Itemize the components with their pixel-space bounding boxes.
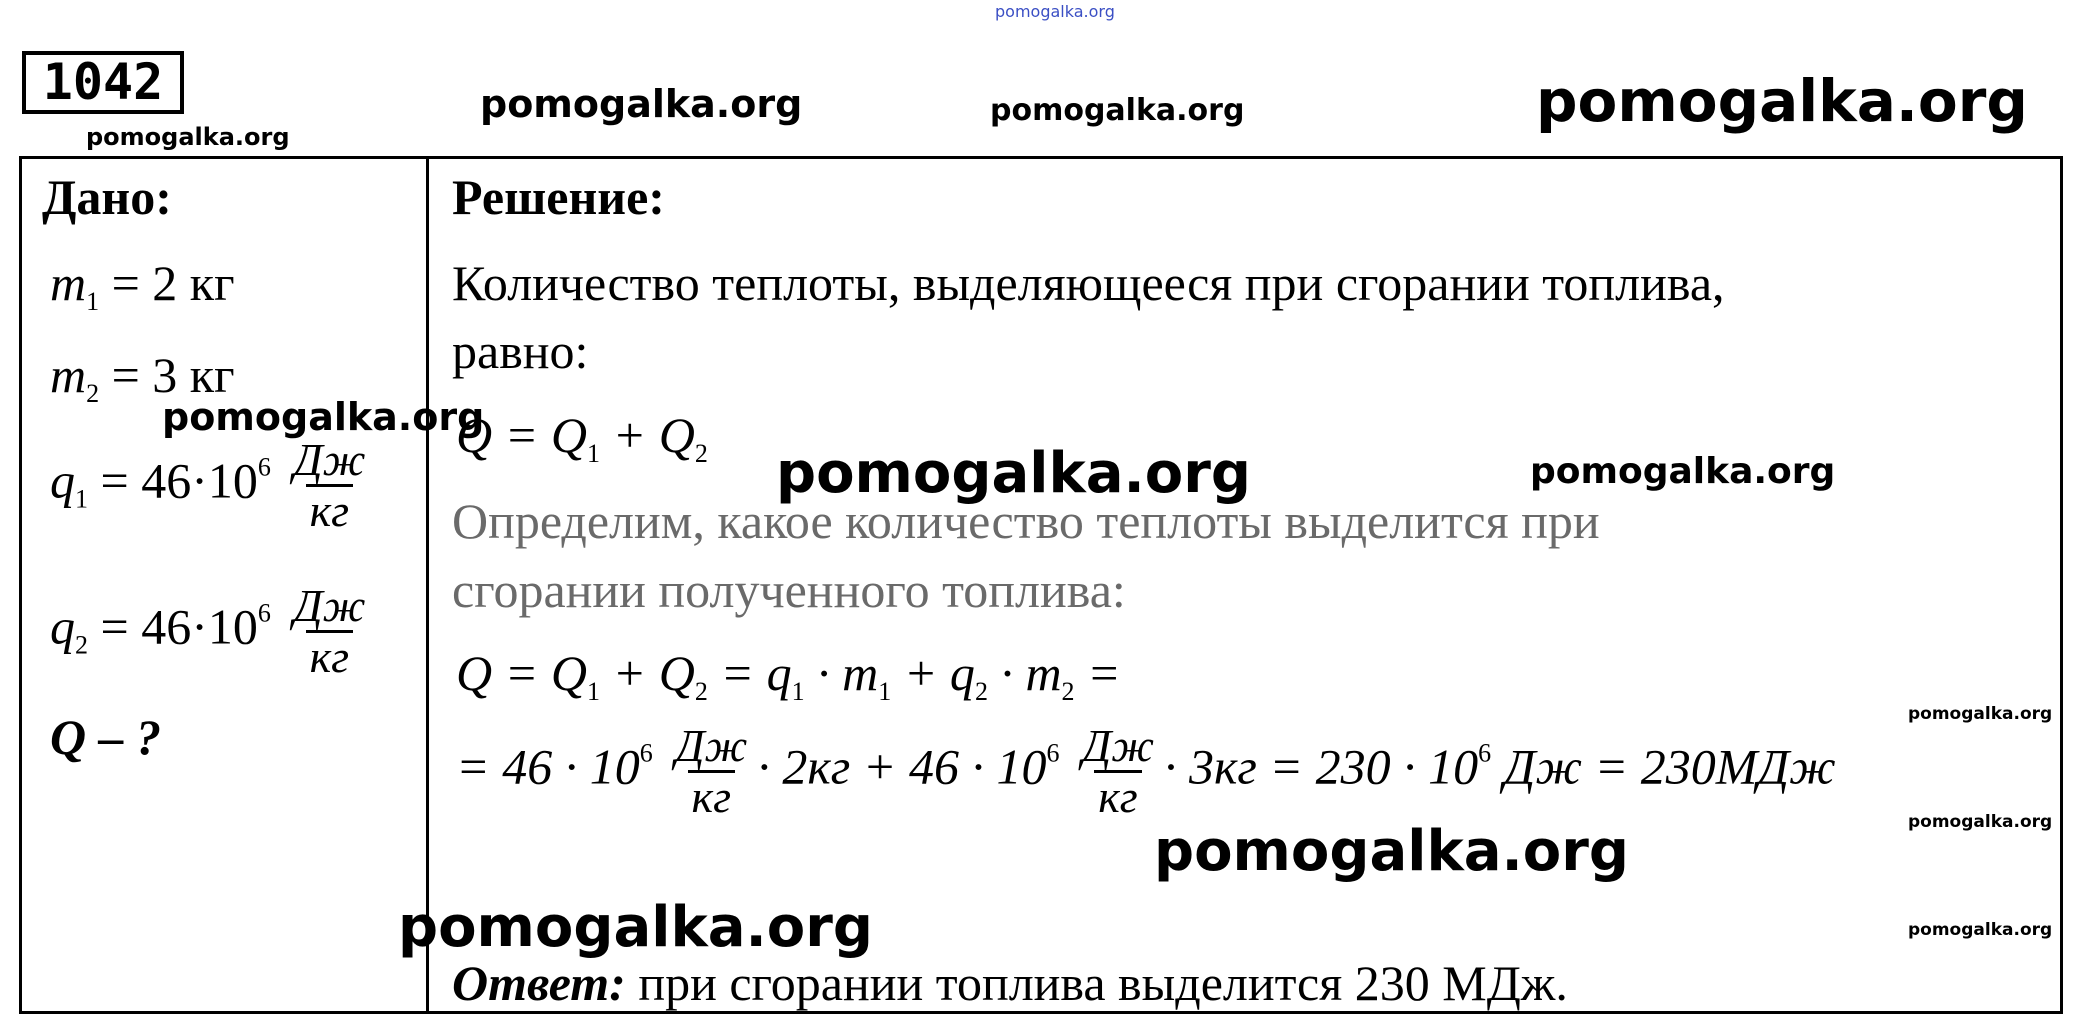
watermark-top[interactable]: pomogalka.org [995, 2, 1115, 21]
eq3-power-1: 6 [639, 738, 653, 768]
solution-title: Решение: [452, 169, 665, 225]
column-divider [426, 156, 429, 1014]
eq2-part-b: + Q [599, 645, 695, 701]
watermark-header-2[interactable]: pomogalka.org [480, 82, 803, 126]
eq1-part-a: Q = Q [456, 407, 587, 463]
answer-label: Ответ: [452, 955, 626, 1011]
watermark-header-4[interactable]: pomogalka.org [1536, 67, 2028, 135]
solution-line-2: равно: [452, 323, 589, 379]
eq3-part-d: Дж = 230МДж [1503, 738, 1836, 795]
q1-unit-denominator: кг [306, 484, 353, 535]
equation-2 [456, 645, 1121, 706]
q2-unit-numerator: Дж [293, 580, 366, 631]
eq2-sub-4: 1 [878, 677, 892, 706]
solution-line-1: Количество теплоты, выделяющееся при сгорании топлива, [452, 255, 1725, 311]
m1-value: = 2 кг [111, 255, 235, 311]
q2-power: 6 [257, 598, 271, 628]
watermark-body-5[interactable]: pomogalka.org [1908, 812, 2053, 832]
given-find: Q – ? [50, 709, 162, 765]
q2-subscript: 2 [75, 630, 88, 660]
eq3-part-a: = 46 · 10 [456, 738, 640, 795]
q2-symbol: q [50, 598, 75, 655]
eq3-part-b: · 2кг + 46 · 10 [757, 738, 1047, 795]
given-title: Дано: [42, 169, 172, 225]
eq3-unit-fraction-1 [673, 722, 749, 822]
q2-value: = 46·10 [100, 598, 258, 655]
m2-subscript: 2 [86, 379, 100, 408]
m1-symbol: m [50, 255, 87, 311]
eq3-unit-denominator-1: кг [688, 770, 735, 821]
q1-power: 6 [257, 452, 271, 482]
eq3-part-c: · 3кг = 230 · 10 [1164, 738, 1479, 795]
eq3-power-2: 6 [1046, 738, 1060, 768]
eq3-power-3: 6 [1478, 738, 1492, 768]
q1-unit-fraction [291, 436, 367, 536]
watermark-header-1[interactable]: pomogalka.org [86, 123, 290, 151]
solution-line-4: сгорании полученного топлива: [452, 562, 1126, 618]
equation-1 [456, 407, 708, 468]
problem-number: 1042 [22, 51, 184, 114]
eq2-part-g: = [1074, 645, 1121, 701]
solution-line-3: Определим, какое количество теплоты выделится при [452, 493, 1600, 549]
q2-unit-denominator: кг [306, 630, 353, 681]
watermark-body-4[interactable]: pomogalka.org [1908, 704, 2053, 724]
given-q1 [50, 436, 375, 536]
eq1-part-b: + Q [599, 407, 695, 463]
eq3-unit-denominator-2: кг [1094, 770, 1141, 821]
answer-text: при сгорании топлива выделится 230 МДж. [625, 955, 1568, 1011]
q1-subscript: 1 [75, 484, 88, 514]
watermark-body-6[interactable]: pomogalka.org [1154, 819, 1629, 884]
eq2-part-d: · m [804, 645, 879, 701]
watermark-body-1[interactable]: pomogalka.org [162, 395, 485, 439]
q2-unit-fraction [291, 582, 367, 682]
eq2-part-c: = q [707, 645, 792, 701]
eq2-part-a: Q = Q [456, 645, 587, 701]
eq2-sub-6: 2 [1061, 677, 1075, 706]
eq2-sub-1: 1 [586, 677, 600, 706]
watermark-header-3[interactable]: pomogalka.org [990, 93, 1245, 128]
watermark-body-2[interactable]: pomogalka.org [776, 441, 1251, 506]
q1-value: = 46·10 [100, 452, 258, 509]
q1-unit-numerator: Дж [293, 434, 366, 485]
m1-subscript: 1 [86, 287, 100, 316]
eq1-sub-2: 2 [694, 439, 708, 468]
eq2-sub-3: 1 [791, 677, 805, 706]
watermark-body-7[interactable]: pomogalka.org [1908, 920, 2053, 940]
watermark-body-8[interactable]: pomogalka.org [398, 895, 873, 960]
eq1-sub-1: 1 [586, 439, 600, 468]
q1-symbol: q [50, 452, 75, 509]
m2-symbol: m [50, 347, 87, 403]
given-q2 [50, 582, 375, 682]
given-m1 [50, 255, 235, 316]
m2-value: = 3 кг [111, 347, 235, 403]
equation-3 [456, 722, 1836, 822]
eq2-sub-5: 2 [974, 677, 988, 706]
eq3-unit-numerator-1: Дж [675, 720, 748, 771]
eq3-unit-fraction-2 [1080, 722, 1156, 822]
eq3-unit-numerator-2: Дж [1081, 720, 1155, 771]
eq2-part-f: · m [987, 645, 1062, 701]
answer [452, 955, 1568, 1011]
watermark-body-3[interactable]: pomogalka.org [1530, 451, 1836, 492]
eq2-sub-2: 2 [694, 677, 708, 706]
eq2-part-e: + q [891, 645, 975, 701]
